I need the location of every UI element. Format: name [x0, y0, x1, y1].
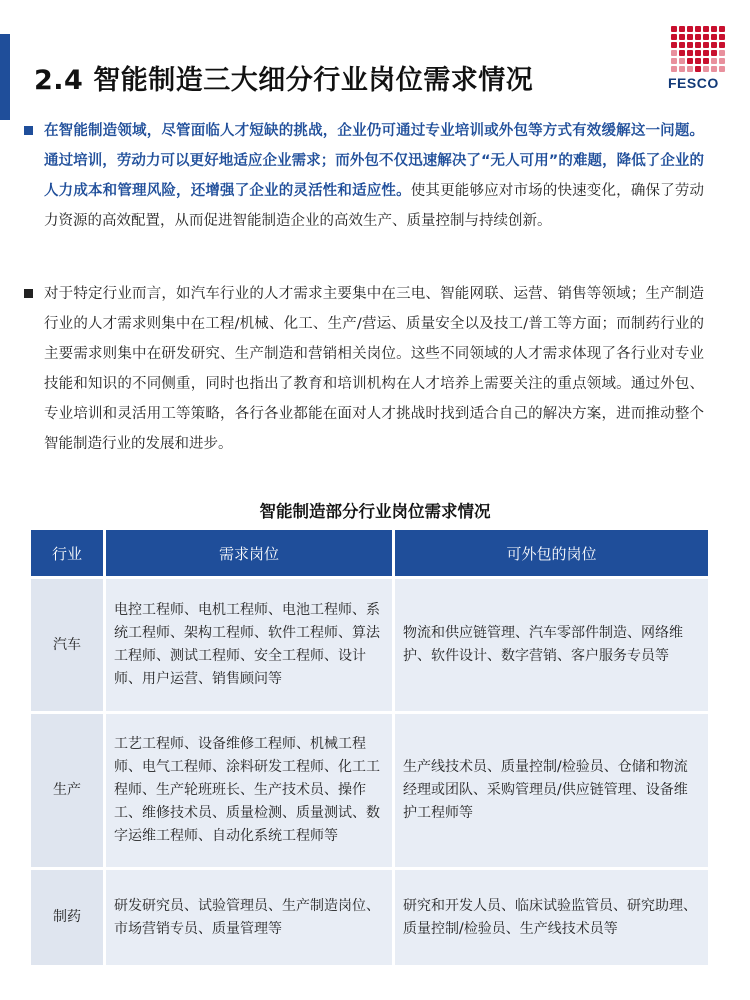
title-accent-bar	[0, 34, 10, 120]
logo-text: FESCO	[668, 75, 719, 91]
demand-cell: 工艺工程师、设备维修工程师、机械工程师、电气工程师、涂料研发工程师、化工工程师、生产轮班班长、生产技术员、操作工、维修技术员、质量检测、质量测试、数字运维工程师、自动化系统工程师等	[106, 711, 395, 867]
industry-cell: 生产	[31, 711, 106, 867]
header-industry: 行业	[31, 530, 106, 576]
table-header-row	[31, 530, 708, 576]
industry-cell: 制药	[31, 867, 106, 965]
outsource-cell: 生产线技术员、质量控制/检验员、仓储和物流经理或团队、采购管理员/供应链管理、设备维护工程师等	[395, 711, 708, 867]
header-demand: 需求岗位	[106, 530, 395, 576]
paragraph-intro-rest: 使其更能够应对市场的快速变化，确保了劳动力资源的高效配置，从而促进智能制造企业的高效生产、质量控制与持续创新。	[44, 183, 705, 229]
logo-dot-grid	[671, 26, 728, 72]
paragraph-intro	[24, 116, 704, 236]
industry-cell: 汽车	[31, 576, 106, 711]
table-row	[31, 711, 708, 867]
outsource-cell: 研究和开发人员、临床试验监管员、研究助理、质量控制/检验员、生产线技术员等	[395, 867, 708, 965]
paragraph-intro-highlight: 在智能制造领域，尽管面临人才短缺的挑战，企业仍可通过专业培训或外包等方式有效缓解这一问题。通过培训，劳动力可以更好地适应企业需求；而外包不仅迅速解决了“无人可用”的难题，降低了企业的人力成本和管理风险，还增强了企业的灵活性和适应性。	[44, 123, 704, 199]
paragraph-industries-text: 对于特定行业而言，如汽车行业的人才需求主要集中在三电、智能网联、运营、销售等领域；生产制造行业的人才需求则集中在工程/机械、化工、生产/营运、质量安全以及技工/普工等方面；而制药行业的主要需求则集中在研发研究、生产制造和营销相关岗位。这些不同领域的人才需求体现了各行业对专业技能和知识的不同侧重，同时也指出了教育和培训机构在人才培养上需要关注的重点领域。通过外包、专业培训和灵活用工等策略，各行各业都能在面对人才挑战时找到适合自己的解决方案，进而推动整个智能制造行业的发展和进步。	[44, 286, 704, 452]
job-demand-table	[31, 530, 708, 965]
demand-cell: 研发研究员、试验管理员、生产制造岗位、市场营销专员、质量管理等	[106, 867, 395, 965]
outsource-cell: 物流和供应链管理、汽车零部件制造、网络维护、软件设计、数字营销、客户服务专员等	[395, 576, 708, 711]
page-title: 2.4 智能制造三大细分行业岗位需求情况	[34, 65, 534, 96]
header-outsource: 可外包的岗位	[395, 530, 708, 576]
square-bullet-icon	[24, 289, 33, 298]
table-row	[31, 867, 708, 965]
square-bullet-icon	[24, 126, 33, 135]
table-row	[31, 576, 708, 711]
table-title: 智能制造部分行业岗位需求情况	[259, 502, 491, 521]
paragraph-intro-text	[44, 116, 704, 236]
demand-cell: 电控工程师、电机工程师、电池工程师、系统工程师、架构工程师、软件工程师、算法工程师、测试工程师、安全工程师、设计师、用户运营、销售顾问等	[106, 576, 395, 711]
fesco-logo	[668, 26, 728, 102]
paragraph-industries	[24, 279, 704, 459]
